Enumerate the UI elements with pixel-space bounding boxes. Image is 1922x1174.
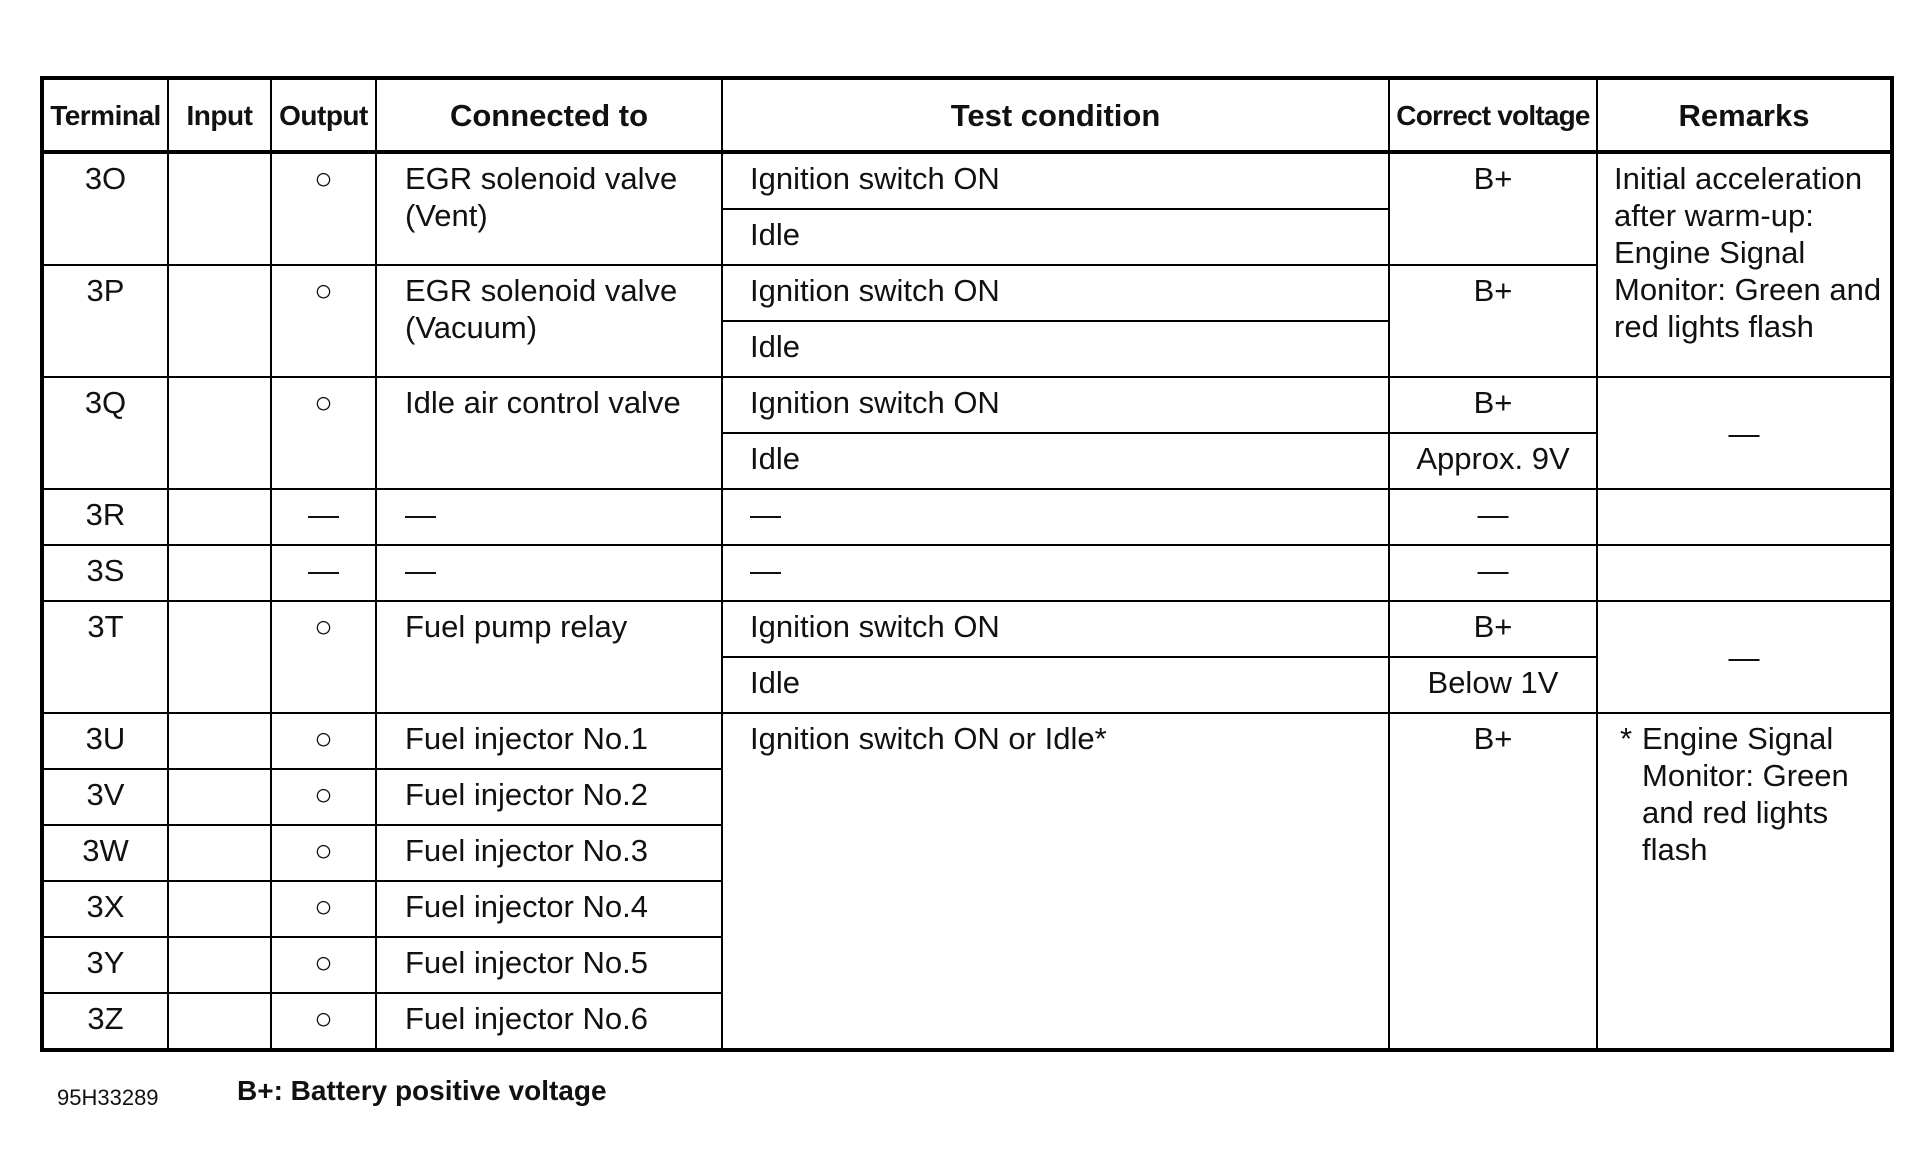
input-cell <box>168 601 271 713</box>
connected-to-cell: EGR solenoid valve (Vacuum) <box>376 265 722 377</box>
output-mark: ○ <box>271 152 376 265</box>
test-condition-cell: Ignition switch ON <box>722 152 1389 209</box>
connected-to-cell: Fuel injector No.6 <box>376 993 722 1050</box>
test-condition-cell: Idle <box>722 321 1389 377</box>
footnote-mark: * <box>1620 721 1633 756</box>
figure-code: 95H33289 <box>57 1085 159 1110</box>
header-connected-to: Connected to <box>376 78 722 152</box>
connected-to-cell: Fuel injector No.4 <box>376 881 722 937</box>
input-cell <box>168 937 271 993</box>
header-terminal: Terminal <box>42 78 168 152</box>
input-cell <box>168 265 271 377</box>
terminal-cell: 3O <box>42 152 168 265</box>
input-cell <box>168 152 271 265</box>
table-row-3t <box>42 601 1892 657</box>
terminal-cell: 3T <box>42 601 168 713</box>
terminal-cell: 3Z <box>42 993 168 1050</box>
test-condition-cell: Idle <box>722 657 1389 713</box>
input-cell <box>168 545 271 601</box>
test-condition-cell: Ignition switch ON <box>722 601 1389 657</box>
remarks-cell <box>1597 489 1892 545</box>
injector-test-condition: Ignition switch ON or Idle* <box>722 713 1389 1050</box>
header-test-condition: Test condition <box>722 78 1389 152</box>
injector-voltage: B+ <box>1389 713 1597 1050</box>
connected-to-cell: Fuel injector No.5 <box>376 937 722 993</box>
terminal-cell: 3X <box>42 881 168 937</box>
voltage-cell: Approx. 9V <box>1389 433 1597 489</box>
output-mark: ○ <box>271 769 376 825</box>
voltage-cell: B+ <box>1389 377 1597 433</box>
input-cell <box>168 993 271 1050</box>
output-mark: ○ <box>271 881 376 937</box>
input-cell <box>168 769 271 825</box>
input-cell <box>168 489 271 545</box>
voltage-cell: B+ <box>1389 601 1597 657</box>
terminal-cell: 3R <box>42 489 168 545</box>
voltage-cell: Below 1V <box>1389 657 1597 713</box>
table-row-3q <box>42 377 1892 433</box>
table-row-3o <box>42 152 1892 209</box>
test-condition-cell: — <box>722 489 1389 545</box>
input-cell <box>168 825 271 881</box>
remarks-injector <box>1597 713 1892 1050</box>
output-mark: — <box>271 545 376 601</box>
connected-to-cell: Fuel injector No.2 <box>376 769 722 825</box>
output-mark: — <box>271 489 376 545</box>
footnote-text: Engine Signal Monitor: Green and red lights flash <box>1642 721 1849 867</box>
header-input: Input <box>168 78 271 152</box>
terminal-cell: 3Y <box>42 937 168 993</box>
table-row-3u <box>42 713 1892 769</box>
connected-to-cell: Fuel pump relay <box>376 601 722 713</box>
table-row-3s <box>42 545 1892 601</box>
terminal-cell: 3V <box>42 769 168 825</box>
output-mark: ○ <box>271 993 376 1050</box>
test-condition-cell: — <box>722 545 1389 601</box>
terminal-cell: 3S <box>42 545 168 601</box>
terminal-cell: 3P <box>42 265 168 377</box>
input-cell <box>168 881 271 937</box>
connected-to-cell: — <box>376 489 722 545</box>
test-condition-cell: Ignition switch ON <box>722 265 1389 321</box>
input-cell <box>168 377 271 489</box>
header-correct-voltage: Correct voltage <box>1389 78 1597 152</box>
remarks-egr: Initial acceleration after warm-up: Engine Signal Monitor: Green and red lights flash <box>1597 152 1892 377</box>
test-condition-cell: Ignition switch ON <box>722 377 1389 433</box>
output-mark: ○ <box>271 601 376 713</box>
output-mark: ○ <box>271 377 376 489</box>
footnote <box>1620 720 1890 868</box>
output-mark: ○ <box>271 265 376 377</box>
test-condition-cell: Idle <box>722 209 1389 265</box>
input-cell <box>168 713 271 769</box>
header-row <box>42 78 1892 152</box>
connected-to-cell: EGR solenoid valve (Vent) <box>376 152 722 265</box>
connected-to-cell: Fuel injector No.1 <box>376 713 722 769</box>
test-condition-cell: Idle <box>722 433 1389 489</box>
table-row-3r <box>42 489 1892 545</box>
output-mark: ○ <box>271 825 376 881</box>
terminal-cell: 3Q <box>42 377 168 489</box>
terminal-cell: 3U <box>42 713 168 769</box>
remarks-iac: — <box>1597 377 1892 489</box>
voltage-cell: B+ <box>1389 152 1597 265</box>
footnote-legend: B+: Battery positive voltage <box>237 1075 607 1106</box>
voltage-cell: — <box>1389 545 1597 601</box>
connected-to-cell: Idle air control valve <box>376 377 722 489</box>
output-mark: ○ <box>271 713 376 769</box>
voltage-cell: B+ <box>1389 265 1597 377</box>
remarks-cell <box>1597 545 1892 601</box>
connected-to-cell: Fuel injector No.3 <box>376 825 722 881</box>
connected-to-cell: — <box>376 545 722 601</box>
header-output: Output <box>271 78 376 152</box>
output-mark: ○ <box>271 937 376 993</box>
terminal-voltage-table <box>40 76 1894 1052</box>
remarks-fuel-pump: — <box>1597 601 1892 713</box>
voltage-cell: — <box>1389 489 1597 545</box>
terminal-cell: 3W <box>42 825 168 881</box>
header-remarks: Remarks <box>1597 78 1892 152</box>
